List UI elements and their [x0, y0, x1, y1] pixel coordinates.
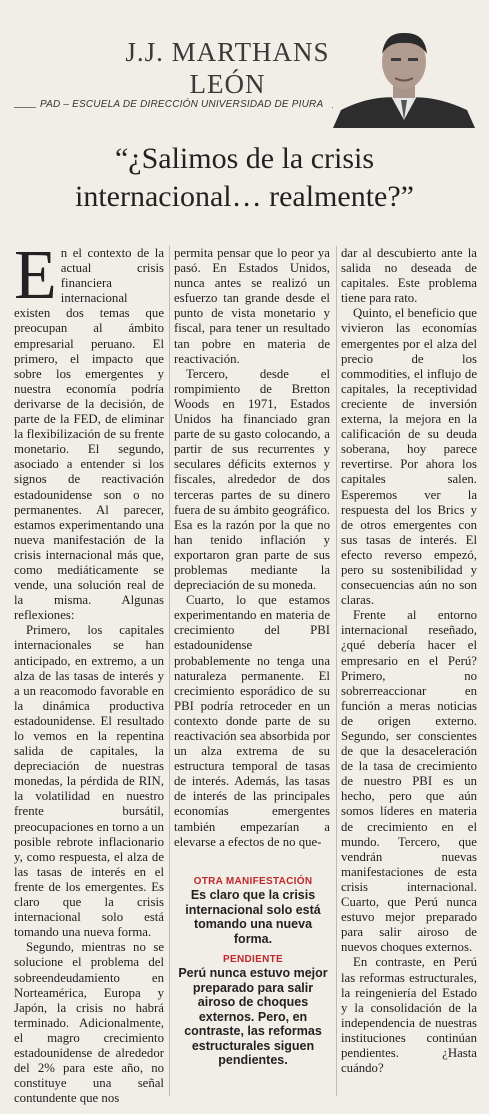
article-column-3 [341, 246, 477, 1076]
paragraph: Tercero, desde el rompimiento de Bretton Woods en 1971, Estados Unidos ha financiado gran parte de su gasto colocando, a partir de sus recurrentes y seculares déficits externos y fiscales, alrededor de dos terceras partes de su dinero fuera de su ámbito geográfico. Esa es la razón por la que no han tenido inflación y exportaron gran parte de sus problemas mediante la depreciación de su moneda. [174, 366, 330, 593]
pullquote-text: Es claro que la crisis internacional solo está tomando una nueva forma. [185, 888, 321, 946]
paragraph: permita pensar que lo peor ya pasó. En Estados Unidos, nunca antes se realizó un esfuerzo tan grande desde el punto de vista monetario y fiscal, para tener un resultado tan pobre en materia de reactivación. [174, 246, 330, 366]
author-name [95, 36, 360, 100]
author-affiliation: PAD – ESCUELA DE DIRECCIÓN UNIVERSIDAD DE PIURA [40, 99, 324, 110]
column-divider [336, 246, 337, 1096]
divider [14, 107, 36, 108]
article-column-1 [14, 237, 164, 1106]
paragraph: Quinto, el beneficio que vivieron las economías emergentes por el alza del precio de los commodities, el influjo de capitales, la receptividad creciente de inversión externa, la mejora en la calificación de su deuda soberana, hoy parece revertirse. Por ahora los capitales salen. Esperemos ver la respuesta del los Brics y de otros emergentes con sus tasas de interés. El efecto reverso empezó, pero su sostenibilidad y consecuencias aún no son claras. [341, 306, 477, 608]
article-column-2 [174, 246, 330, 850]
headline [0, 140, 489, 216]
paragraph: Primero, los capitales internacionales se han anticipado, en extremo, a un alza de las tasas de interés y a un reacomodo favorable en la dinámica productiva estadounidense. El resultado lo vemos en la repentina salida de capitales, la depreciación de nuestras monedas, la pérdida de RIN, la volatilidad en nuestro frente bursátil, preocupaciones en torno a un posible rebrote inflacionario y, como respuesta, el alza de las tasas de interés en el frente de los emergentes. Es claro que la crisis internacional solo está tomando una nueva forma. [14, 623, 164, 940]
paragraph: Segundo, mientras no se solucione el problema del sobreendeudamiento en Norteamérica, Europa y Japón, la crisis no habrá terminado. Adicionalmente, el magro crecimiento estadounidense de alrededor del 2% para este año, no constituye una señal contundente que nos [14, 940, 164, 1106]
author-name-line2: LEÓN [189, 69, 266, 99]
paragraph: Frente al entorno internacional reseñado, ¿qué debería hacer el empresario en el Perú? Primero, no sobrerreaccionar en función a meras noticias de origen externo. Segundo, ser conscientes de que la desaceleración de la tasa de crecimiento de nuestro PBI es un hecho, pero que aún somos líderes en materia de crecimiento en el mundo. Tercero, que vendrán nuevas manifestaciones de esta crisis internacional. Cuarto, que Perú nunca estuvo mejor preparado para salir airoso de nuevos choques externos. [341, 608, 477, 955]
headline-line2: internacional… realmente?” [75, 180, 414, 213]
paragraph: dar al descubierto ante la salida no deseada de capitales. Este problema tiene para rato. [341, 246, 477, 306]
paragraph: Cuarto, lo que estamos experimentando en materia de crecimiento del PBI estadounidense probablemente no tenga una naturaleza permanente. El crecimiento esporádico de su PBI podría retroceder en un contexto donde parte de su reactivación sea absorbida por un alza extrema de su estructura temporal de tasas de interés. Además, las tasas de interés de las principales economías emergentes también empezarían a elevarse a efectos de no que- [174, 593, 330, 849]
drop-cap: E [14, 237, 57, 314]
pullquote-text: Perú nunca estuvo mejor preparado para salir airoso de choques externos. Pero, en contraste, las reformas estructurales siguen pendientes. [178, 966, 328, 1067]
column-divider [169, 246, 170, 1096]
paragraph-text: n el contexto de la actual crisis financiera internacional existen dos temas que preocupan al ámbito empresarial peruano. El primero, el impacto que sobre los emergentes y nuestra economía podría derivarse de la decisión, de parte de la FED, de eliminar la flexibilización de su frente monetario. El segundo, asociado a entender si los signos de reactivación estadounidense son o no permanentes. Al parecer, estamos experimentando una nueva manifestación de la crisis internacional más que, como mediáticamente se vende, una solución real de la misma. Algunas reflexiones: [14, 246, 164, 623]
article-header [0, 0, 489, 130]
headline-line1: “¿Salimos de la crisis [114, 142, 375, 175]
author-name-line1: J.J. MARTHANS [125, 37, 330, 67]
pullquote-box [176, 876, 330, 1076]
author-photo [333, 28, 475, 128]
pullquote-label: PENDIENTE [223, 954, 283, 965]
paragraph [14, 237, 164, 623]
paragraph: En contraste, en Perú las reformas estructurales, la reingeniería del Estado y la consolidación de la independencia de nuestras instituciones continúan pendientes. ¿Hasta cuándo? [341, 955, 477, 1076]
pullquote-label: OTRA MANIFESTACIÓN [193, 876, 313, 887]
